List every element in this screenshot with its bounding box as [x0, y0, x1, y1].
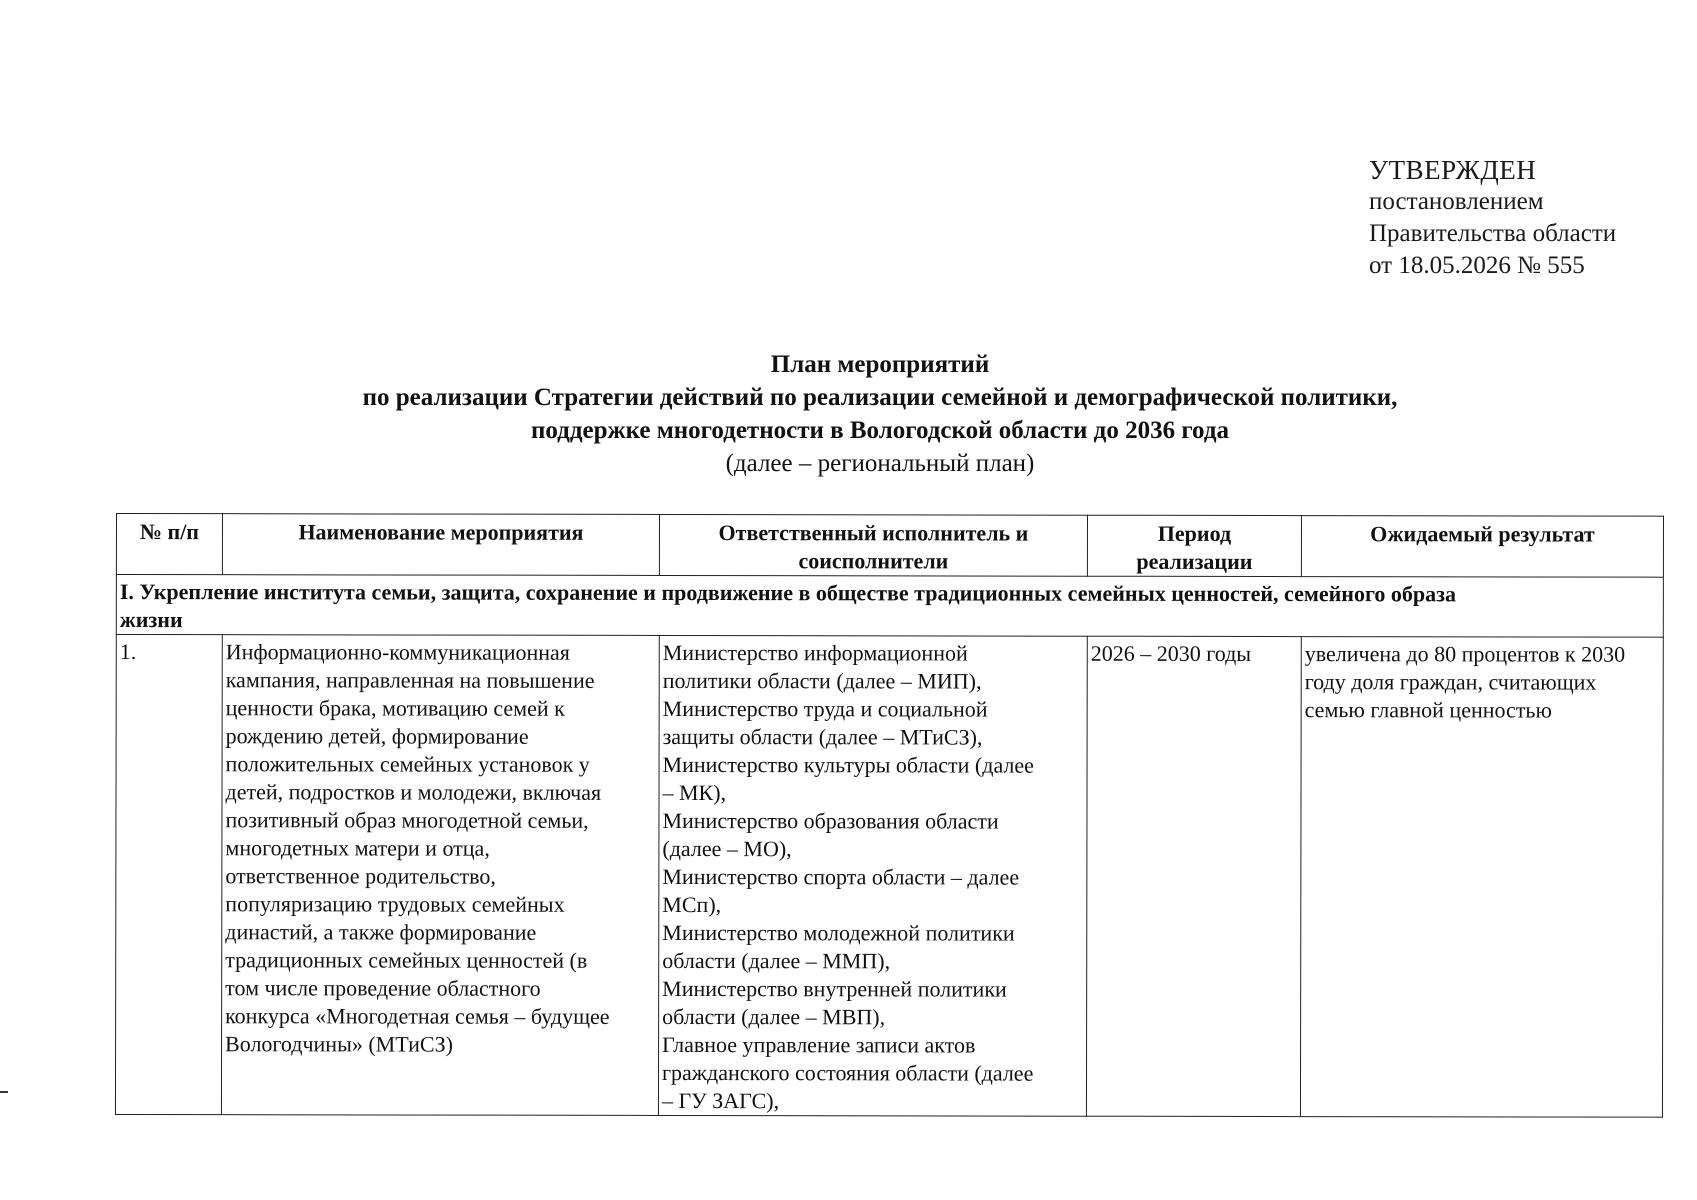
row-name-line: традиционных семейных ценностей (в: [225, 947, 588, 973]
approval-stamp: [1369, 154, 1616, 282]
row-responsible-line: Министерство молодежной политики: [662, 919, 1015, 946]
row-responsible-line: Министерство внутренней политики: [662, 975, 1007, 1002]
row-responsible-line: Министерство культуры области (далее: [662, 751, 1034, 778]
row-responsible-line: МСп),: [662, 891, 722, 918]
section-heading-line-1: I. Укрепление института семьи, защита, сохранение и продвижение в обществе традиционных семейных ценностей, семейного образа: [119, 579, 1457, 607]
row-responsible-line: (далее – МО),: [662, 835, 792, 862]
title-line-2: по реализации Стратегии действий по реализации семейной и демографической политики,: [362, 384, 1398, 411]
row-name-line: династий, а также формирование: [225, 919, 537, 945]
row-responsible-line: – ГУ ЗАГС),: [661, 1087, 780, 1114]
table-row: [115, 635, 1663, 1118]
header-responsible-line-1: Ответственный исполнитель и: [718, 520, 1029, 546]
row-responsible-line: гражданского состояния области (далее: [662, 1059, 1034, 1086]
section-heading: [116, 575, 1663, 638]
row-name-line: том числе проведение областного: [225, 975, 541, 1001]
header-result: Ожидаемый результат: [1301, 516, 1663, 578]
row-name-line: кампания, направленная на повышение: [225, 667, 595, 693]
row-responsible-line: Министерство спорта области – далее: [662, 863, 1020, 890]
title-line-1: План мероприятий: [770, 351, 990, 378]
row-name-line: рождению детей, формирование: [225, 723, 529, 749]
header-period-line-1: Период: [1157, 520, 1232, 546]
row-name: [221, 635, 659, 1116]
row-name-line: ответственное родительство,: [225, 863, 496, 889]
header-num: № п/п: [116, 514, 222, 575]
approval-authority-line: Правительства области: [1369, 220, 1617, 247]
title-line-3: поддержке многодетности в Вологодской области до 2036 года: [531, 417, 1229, 444]
row-num: 1.: [115, 635, 222, 1115]
row-name-line: ценности брака, мотивацию семей к: [225, 695, 565, 721]
row-name-line: положительных семейных установок у: [225, 751, 590, 777]
plan-table: [115, 513, 1664, 1118]
title-line-4: (далее – региональный план): [725, 450, 1035, 477]
header-period: [1087, 515, 1301, 576]
row-name-line: позитивный образ многодетной семьи,: [225, 807, 589, 833]
header-name: Наименование мероприятия: [222, 514, 659, 576]
row-result: [1300, 637, 1663, 1118]
row-responsible-line: защиты области (далее – МТиСЗ),: [662, 723, 983, 750]
row-result-line: году доля граждан, считающих: [1304, 669, 1597, 695]
row-name-line: детей, подростков и молодежи, включая: [225, 779, 602, 805]
row-period: 2026 – 2030 годы: [1086, 636, 1301, 1116]
approval-decree-line: постановлением: [1369, 188, 1544, 215]
row-name-line: Вологодчины» (МТиСЗ): [225, 1031, 453, 1057]
row-name-line: популяризацию трудовых семейных: [225, 891, 565, 917]
header-period-line-2: реализации: [1136, 548, 1253, 574]
header-responsible: [659, 514, 1087, 576]
row-responsible-line: Министерство информационной: [662, 639, 968, 666]
row-responsible-line: области (далее – МВП),: [662, 1003, 886, 1030]
row-responsible-line: – МК),: [662, 779, 727, 806]
row-name-line: многодетных матери и отца,: [225, 835, 490, 861]
row-name-line: Информационно-коммуникационная: [225, 639, 570, 665]
table-header-row: [116, 514, 1663, 578]
scan-edge-mark: [0, 1091, 8, 1093]
row-result-line: семью главной ценностью: [1304, 697, 1552, 723]
row-name-line: конкурса «Многодетная семья – будущее: [225, 1003, 610, 1029]
row-responsible-line: Министерство образования области: [662, 807, 999, 834]
row-responsible-line: политики области (далее – МИП),: [662, 667, 982, 694]
row-result-line: увеличена до 80 процентов к 2030: [1304, 641, 1626, 667]
row-responsible-line: Главное управление записи актов: [662, 1031, 976, 1058]
document-title: [0, 348, 1697, 480]
row-responsible: [658, 635, 1087, 1116]
approval-date-number: от 18.05.2026 № 555: [1369, 252, 1585, 279]
row-responsible-line: области (далее – ММП),: [662, 947, 891, 974]
header-responsible-line-2: соисполнители: [798, 548, 949, 574]
row-responsible-line: Министерство труда и социальной: [662, 695, 988, 722]
approval-heading: УТВЕРЖДЕН: [1369, 155, 1537, 185]
section-row: [116, 575, 1663, 638]
section-heading-line-2: жизни: [119, 607, 183, 633]
